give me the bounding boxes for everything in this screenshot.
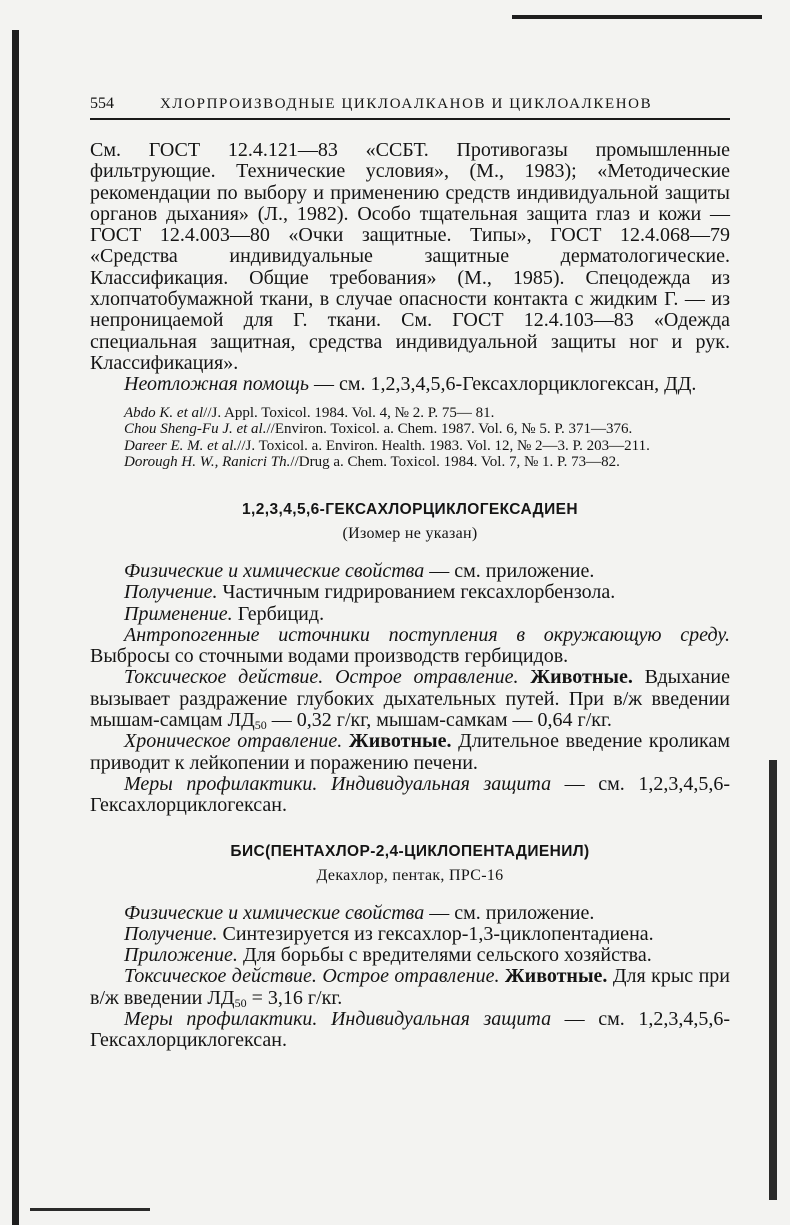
prevention: Меры профилактики. Индивидуальная защита — см. 1,2,3,4,5,6-Гексахлорциклогексан.	[90, 772, 730, 817]
anthropogenic-sources: Антропогенные источники поступления в окружающую среду. Выбросы со сточными водами производств гербицидов.	[90, 623, 730, 668]
emergency-text: — см. 1,2,3,4,5,6-Гексахлорциклогексан, ДД.	[309, 373, 697, 396]
reference-item: Dareer E. M. et al.//J. Toxicol. a. Environ. Health. 1983. Vol. 12, № 2—3. P. 203—211.	[124, 437, 650, 454]
reference-item: Dorough H. W., Ranicri Th.//Drug a. Chem. Toxicol. 1984. Vol. 7, № 1. P. 73—82.	[124, 454, 620, 471]
chronic-toxicity: Хроническое отравление. Животные. Длительное введение кроликам приводит к лейкопении и поражению печени.	[90, 730, 731, 774]
scan-edge-left	[12, 30, 19, 1225]
section1-subtitle: (Изомер не указан)	[342, 524, 478, 542]
physical-properties: Физические и химические свойства — см. приложение.	[124, 901, 595, 924]
running-title: ХЛОРПРОИЗВОДНЫЕ ЦИКЛОАЛКАНОВ И ЦИКЛОАЛКЕНОВ	[160, 96, 653, 112]
scan-edge-top	[512, 15, 762, 19]
obtaining: Получение. Синтезируется из гексахлор-1,3-циклопентадиена.	[124, 922, 654, 945]
emergency-paragraph	[90, 374, 730, 395]
section2-body	[90, 903, 730, 1052]
acute-toxicity: Токсическое действие. Острое отравление. Животные. Для крыс при в/ж введении $ЛД_{50} = 3,16$ г/кг.	[90, 965, 730, 1010]
book-page	[90, 95, 730, 1052]
scan-edge-right	[769, 760, 777, 1200]
acute-toxicity: Токсическое действие. Острое отравление. Животные. Вдыхание вызывает раздражение глубоких дыхательных путей. При в/ж введении мышам-самцам $ЛД_{50}$ — 0,32 г/кг, мышам-самкам — 0,64 г/кг.	[90, 666, 730, 733]
physical-properties: Физические и химические свойства — см. приложение.	[124, 559, 595, 582]
reference-item: Abdo K. et al//J. Appl. Toxicol. 1984. Vol. 4, № 2. P. 75— 81.	[124, 404, 495, 421]
application: Приложение. Для борьбы с вредителями сельского хозяйства.	[124, 944, 652, 967]
page-number: 554	[90, 95, 114, 112]
intro-paragraph: См. ГОСТ 12.4.121—83 «ССБТ. Противогазы промышленные фильтрующие. Технические условия», (М., 1983); «Методические рекомендации по выбору и применению средств индивидуальной защиты органов дыхания» (Л., 1982). Особо тщательная защита глаз и кожи — ГОСТ 12.4.003—80 «Очки защитные. Типы», ГОСТ 12.4.068—79 «Средства индивидуальные защитные дерматологические. Классификация. Общие требования» (М., 1985). Спецодежда из хлопчатобумажной ткани, в случае опасности контакта с жидким Г. — из непроницаемой для Г. ткани. См. ГОСТ 12.4.103—83 «Одежда специальная защитная, средства индивидуальной защиты ног и рук. Классификация».	[90, 139, 730, 374]
page-header	[90, 95, 730, 120]
section1-title: 1,2,3,4,5,6-ГЕКСАХЛОРЦИКЛОГЕКСАДИЕН	[242, 500, 578, 518]
section1-body	[90, 561, 730, 817]
reference-item: Chou Sheng-Fu J. et al.//Environ. Toxicol. a. Chem. 1987. Vol. 6, № 5. P. 371—376.	[124, 421, 633, 438]
references-list	[90, 406, 730, 471]
application: Применение. Гербицид.	[124, 602, 325, 625]
scan-edge-bottom	[30, 1208, 150, 1211]
prevention: Меры профилактики. Индивидуальная защита — см. 1,2,3,4,5,6-Гексахлорциклогексан.	[90, 1007, 730, 1052]
section2-subtitle: Декахлор, пентак, ПРС-16	[316, 866, 504, 884]
obtaining: Получение. Частичным гидрированием гексахлорбензола.	[124, 581, 616, 604]
emergency-label: Неотложная помощь	[124, 373, 309, 396]
section2-title: БИС(ПЕНТАХЛОР-2,4-ЦИКЛОПЕНТАДИЕНИЛ)	[230, 842, 590, 860]
